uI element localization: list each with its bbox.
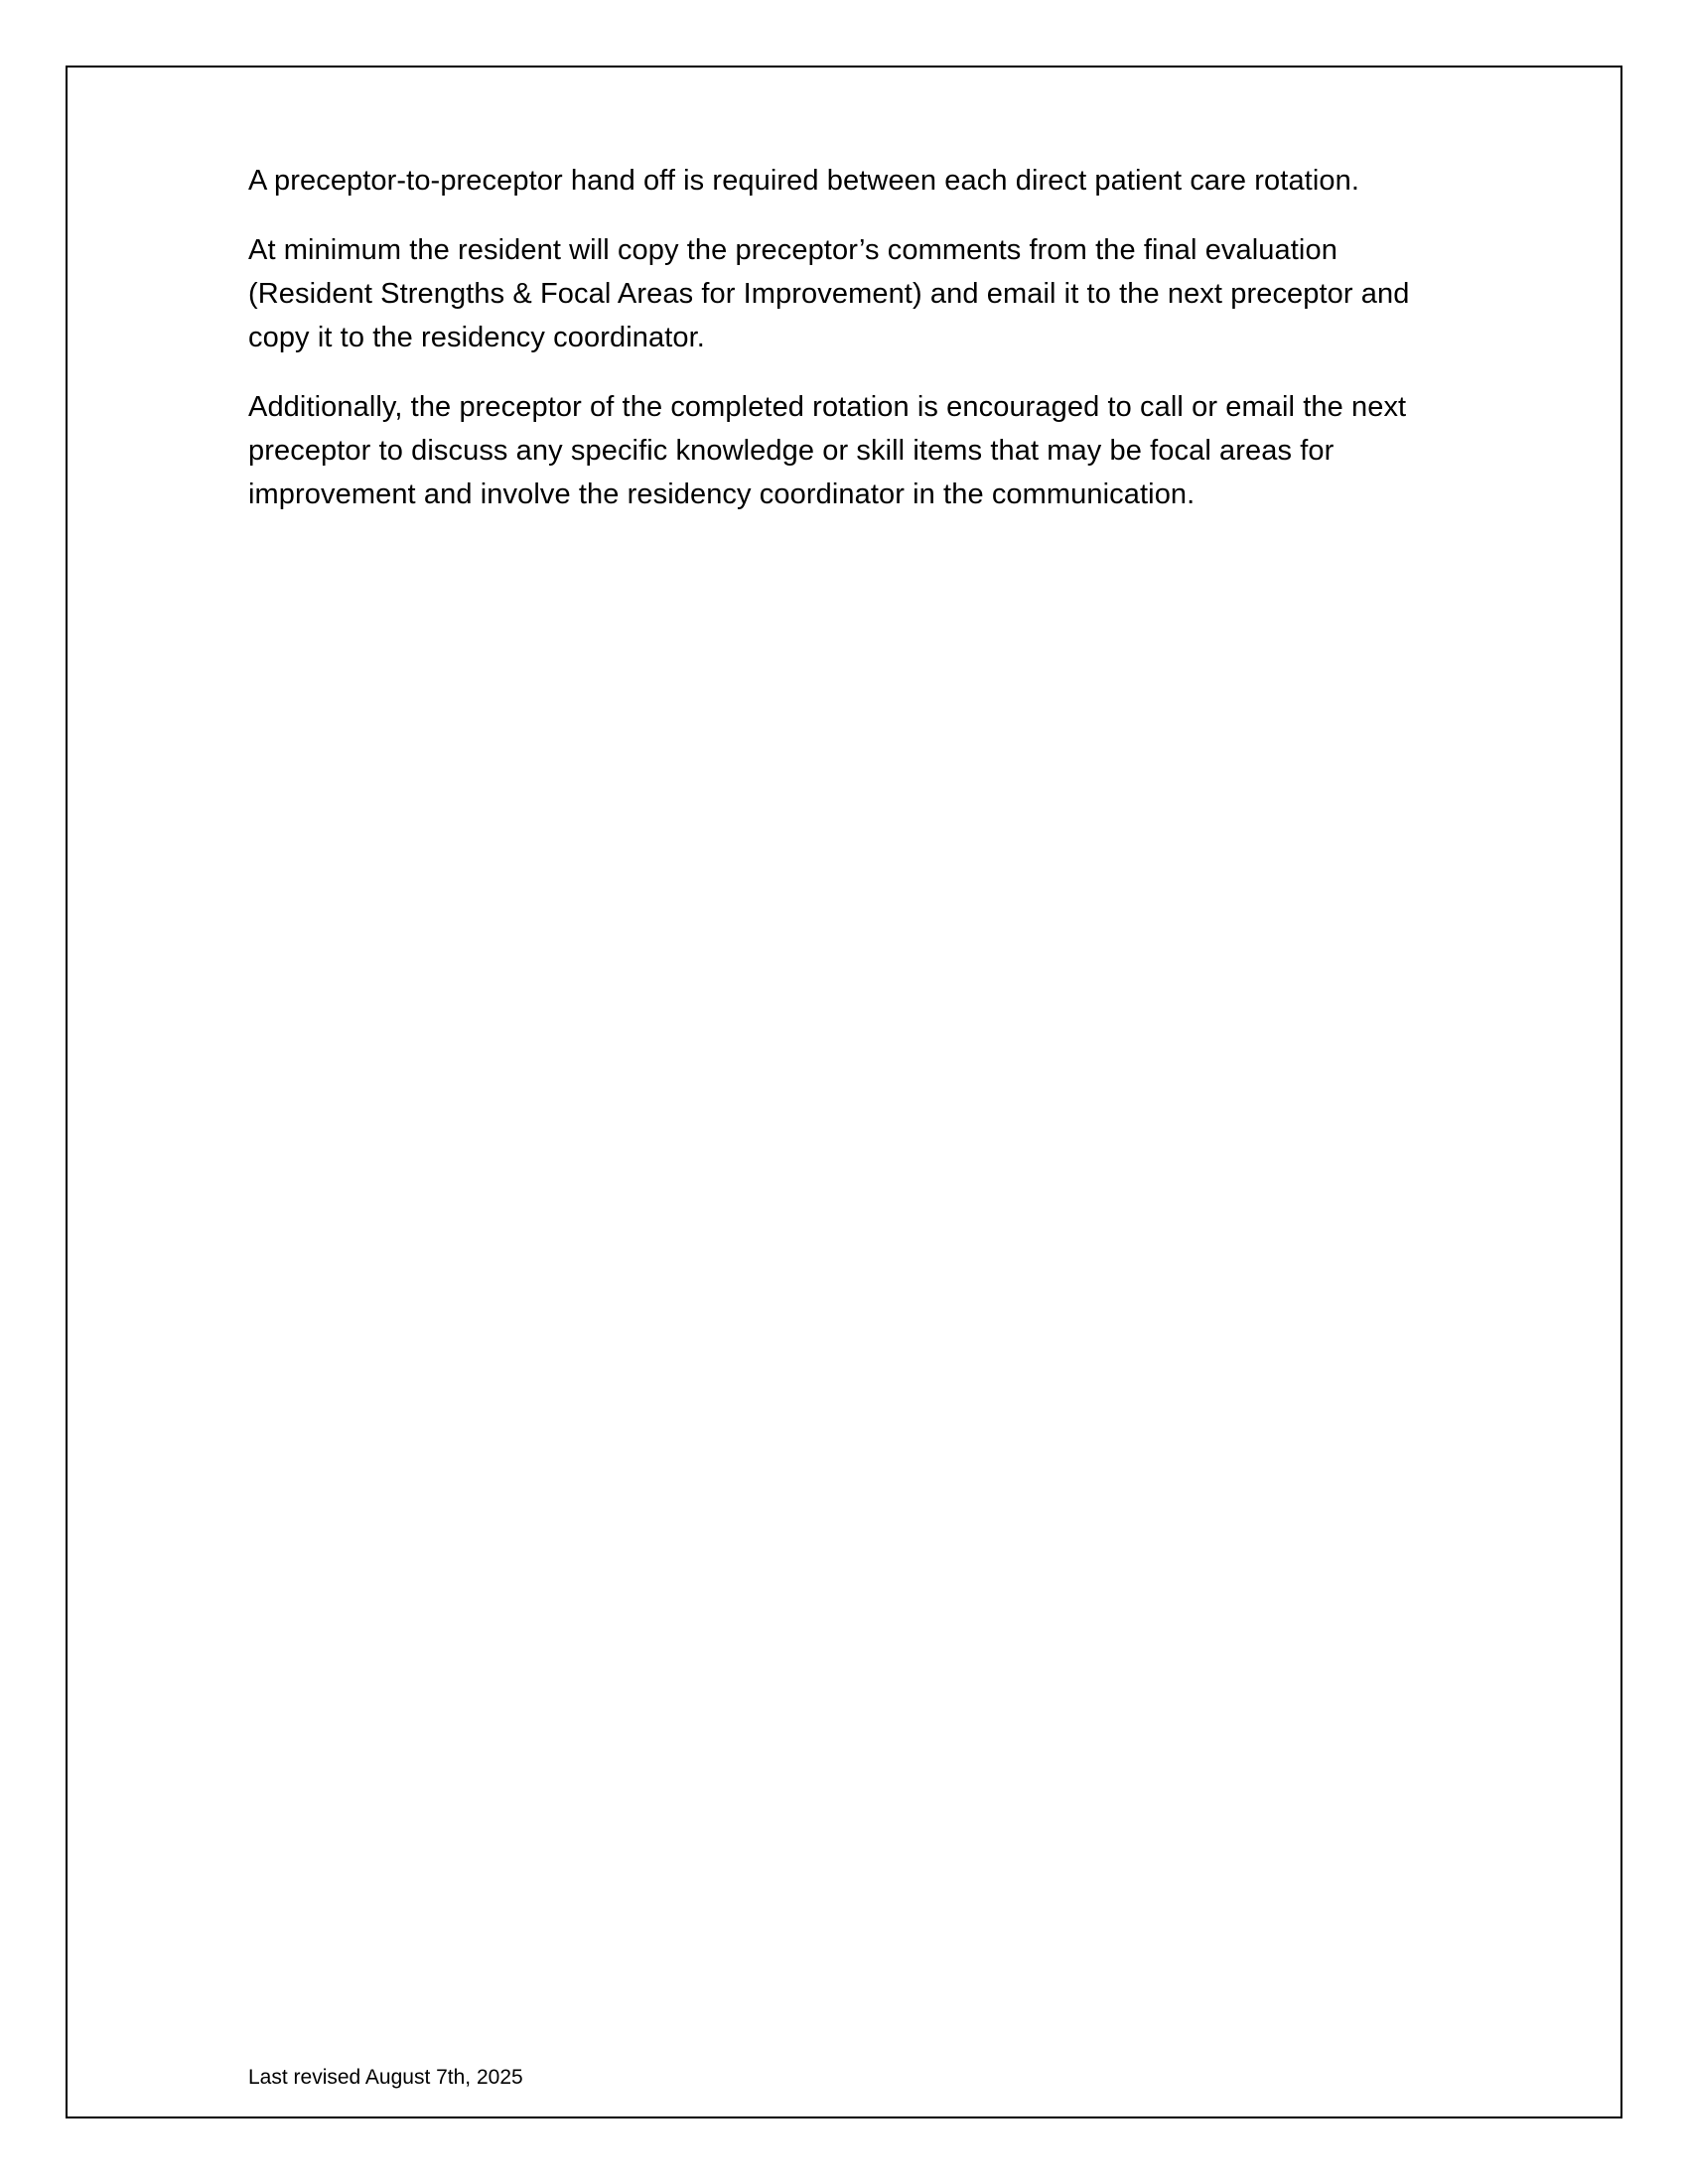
paragraph-handoff-requirement: A preceptor-to-preceptor hand off is required between each direct patient care rotation. [248, 165, 1359, 197]
footer-revision-date: Last revised August 7th, 2025 [248, 2066, 523, 2089]
document-body [248, 159, 1440, 542]
paragraph-additional-communication: Additionally, the preceptor of the completed rotation is encouraged to call or email the next preceptor to discuss any specific knowledge or skill items that may be focal areas for improvement and involve the residency coordinator in the communication. [248, 391, 1407, 510]
paragraph-minimum-requirement: At minimum the resident will copy the preceptor’s comments from the final evaluation (Resident Strengths & Focal Areas for Improvement) and email it to the next preceptor and copy it to the residency coordinator. [248, 234, 1410, 353]
